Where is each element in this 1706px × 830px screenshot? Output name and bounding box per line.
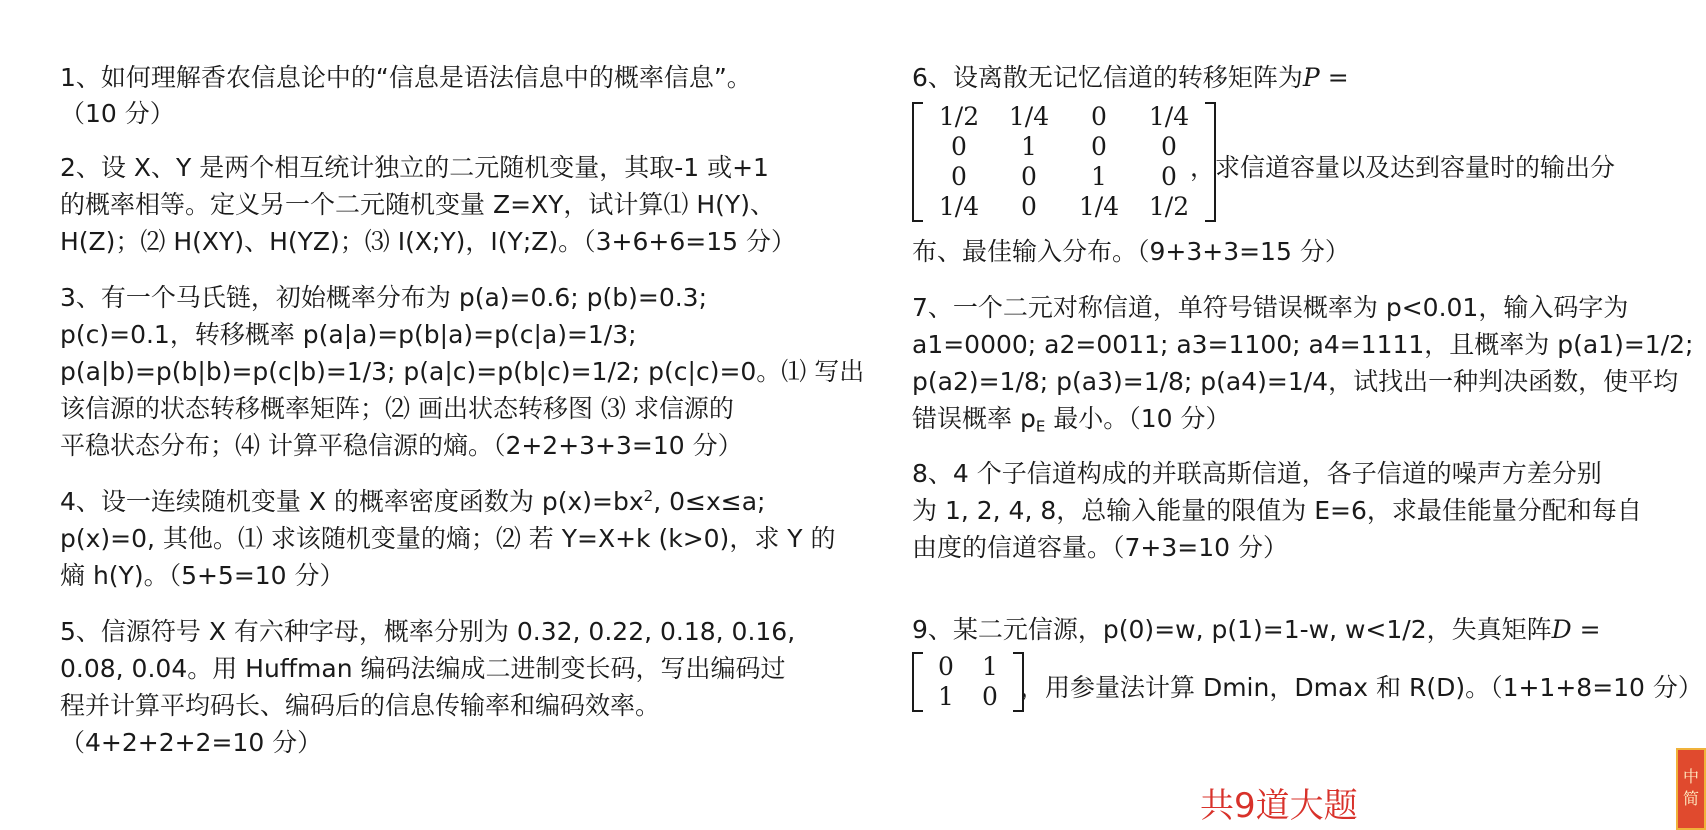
question-3-line-5: 平稳状态分布；⑷ 计算平稳信源的熵。（2+2+3+3=10 分）: [60, 431, 743, 460]
stamp-char: 简: [1682, 789, 1699, 808]
matrix-row: [924, 132, 1204, 162]
matrix-cell: 0: [1161, 132, 1177, 161]
matrix-cell: 1: [1091, 162, 1107, 191]
question-4-exponent: 2: [643, 487, 654, 505]
matrix-cell: 1: [982, 652, 998, 681]
matrix-cell: 1/4: [1148, 102, 1190, 131]
question-5-line-4: （4+2+2+2=10 分）: [60, 728, 323, 757]
matrix-cell: 0: [1021, 162, 1037, 191]
question-5-line-1: 5、信源符号 X 有六种字母，概率分别为 0.32, 0.22, 0.18, 0.16,: [60, 617, 796, 646]
matrix-row: [924, 102, 1204, 132]
matrix-cell: 0: [982, 682, 998, 711]
question-5-line-2: 0.08, 0.04。用 Huffman 编码法编成二进制变长码，写出编码过: [60, 654, 786, 683]
matrix-cell: 0: [951, 132, 967, 161]
matrix-cell: 1: [1021, 132, 1037, 161]
question-3-line-3: p(a|b)=p(b|b)=p(c|b)=1/3; p(a|c)=p(b|c)=1/2; p(c|c)=0。⑴ 写出: [60, 357, 865, 386]
question-4-line-1: [60, 484, 765, 520]
matrix-row: [924, 192, 1204, 222]
matrix-row: [924, 682, 1012, 712]
question-1-line-1: 1、如何理解香农信息论中的“信息是语法信息中的概率信息”。: [60, 63, 752, 92]
matrix-row: [924, 652, 1012, 682]
matrix-row: [924, 162, 1204, 192]
question-3-line-4: 该信源的状态转移概率矩阵；⑵ 画出状态转移图 ⑶ 求信源的: [60, 394, 734, 423]
question-3-line-1: 3、有一个马氏链，初始概率分布为 p(a)=0.6; p(b)=0.3;: [60, 283, 707, 312]
question-7-line-4-text: 错误概率 p: [912, 404, 1036, 433]
question-8-line-3: 由度的信道容量。（7+3=10 分）: [912, 533, 1288, 562]
question-4-line-3: 熵 h(Y)。（5+5=10 分）: [60, 561, 345, 590]
matrix-cell: 0: [938, 652, 954, 681]
question-4-line-2: p(x)=0, 其他。⑴ 求该随机变量的熵；⑵ 若 Y=X+k (k>0)，求 Y 的: [60, 524, 836, 553]
matrix-cell: 0: [1091, 102, 1107, 131]
question-6-matrix-symbol: P =: [1302, 63, 1349, 92]
matrix-cell: 1: [938, 682, 954, 711]
distortion-matrix-grid: [924, 652, 1012, 712]
matrix-cell: 1/2: [938, 102, 980, 131]
question-2-line-2: 的概率相等。定义另一个二元随机变量 Z=XY，试计算⑴ H(Y)、: [60, 190, 775, 219]
question-9-matrix-symbol: D =: [1551, 615, 1601, 644]
matrix-cell: 0: [951, 162, 967, 191]
matrix-cell: 1/4: [1008, 102, 1050, 131]
question-4-line-1-tail: , 0≤x≤a;: [653, 487, 766, 516]
matrix-cell: 0: [1021, 192, 1037, 221]
question-6-line-last: 布、最佳输入分布。（9+3+3=15 分）: [912, 237, 1350, 266]
question-6-after-matrix: ，求信道容量以及达到容量时的输出分: [1190, 153, 1616, 182]
corner-stamp: [1676, 748, 1706, 830]
question-6-line-1: [912, 60, 1349, 96]
matrix-cell: 0: [1161, 162, 1177, 191]
matrix-cell: 1/4: [1078, 192, 1120, 221]
matrix-cell: 0: [1091, 132, 1107, 161]
question-9-after-matrix: ，用参量法计算 Dmin，Dmax 和 R(D)。（1+1+8=10 分）: [1020, 673, 1703, 702]
question-7-line-4-tail: 最小。（10 分）: [1045, 404, 1231, 433]
question-6-line-1-text: 6、设离散无记忆信道的转移矩阵为: [912, 63, 1303, 92]
matrix-left-bracket: [912, 652, 923, 712]
question-9-line-1-text: 9、某二元信源，p(0)=w, p(1)=1-w, w<1/2，失真矩阵: [912, 615, 1552, 644]
matrix-cell: 1/4: [938, 192, 980, 221]
matrix-left-bracket: [912, 102, 923, 222]
question-3-line-2: p(c)=0.1，转移概率 p(a|a)=p(b|a)=p(c|a)=1/3;: [60, 320, 637, 349]
question-2-line-1: 2、设 X、Y 是两个相互统计独立的二元随机变量，其取-1 或+1: [60, 153, 769, 182]
transition-matrix: [912, 102, 1216, 222]
matrix-cell: 1/2: [1148, 192, 1190, 221]
question-1-line-2: （10 分）: [60, 99, 175, 128]
question-8-line-2: 为 1, 2, 4, 8，总输入能量的限值为 E=6，求最佳能量分配和每自: [912, 496, 1642, 525]
stamp-char: 中: [1682, 767, 1699, 786]
question-5-line-3: 程并计算平均码长、编码后的信息传输率和编码效率。: [60, 691, 661, 720]
question-8-line-1: 8、4 个子信道构成的并联高斯信道，各子信道的噪声方差分别: [912, 459, 1602, 488]
question-9-line-1: [912, 612, 1601, 648]
question-7-line-3: p(a2)=1/8; p(a3)=1/8; p(a4)=1/4，试找出一种判决函数，使平均: [912, 367, 1679, 396]
footer-note: 共9道大题: [1200, 786, 1358, 826]
transition-matrix-grid: [924, 102, 1204, 222]
question-4-line-1-text: 4、设一连续随机变量 X 的概率密度函数为 p(x)=bx: [60, 487, 644, 516]
question-2-line-3: H(Z)；⑵ H(XY)、H(YZ)；⑶ I(X;Y)，I(Y;Z)。（3+6+6=15 分）: [60, 227, 796, 256]
question-7-subscript: E: [1035, 417, 1046, 436]
question-7-line-2: a1=0000; a2=0011; a3=1100; a4=1111，且概率为 p(a1)=1/2;: [912, 330, 1694, 359]
distortion-matrix: [912, 652, 1024, 712]
question-7-line-1: 7、一个二元对称信道，单符号错误概率为 p<0.01，输入码字为: [912, 293, 1629, 322]
question-7-line-4: [912, 401, 1231, 445]
